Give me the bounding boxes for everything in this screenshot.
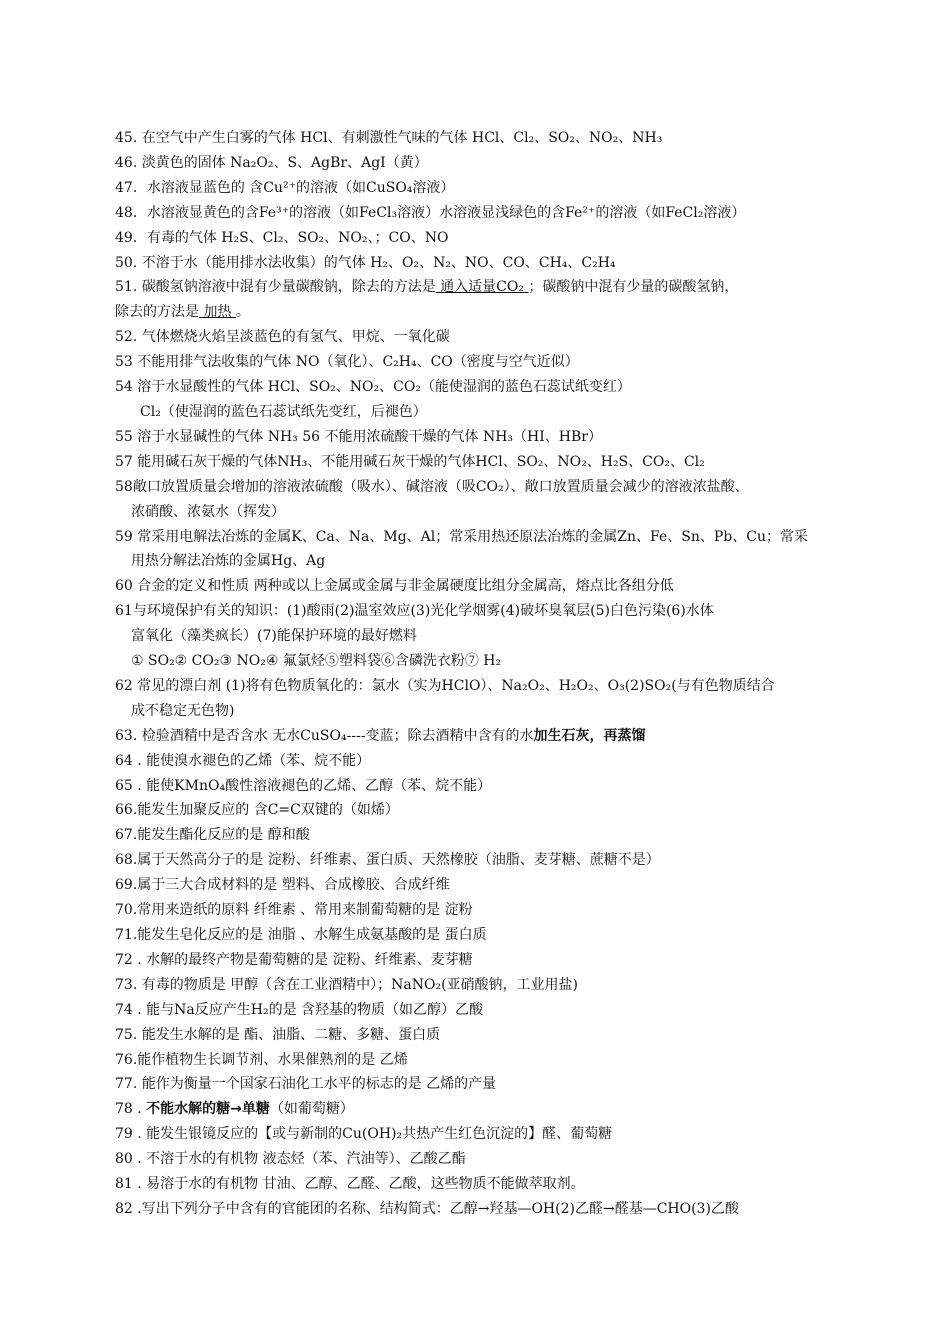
note-65: 65 . 能使KMnO₄酸性溶液褪色的乙烯、乙醇（苯、烷不能） [115, 777, 492, 794]
note-80: 80 . 不溶于水的有机物 液态烃（苯、汽油等）、乙酸乙酯 [115, 1151, 466, 1168]
note-51-text-4: 。 [235, 304, 250, 321]
note-52: 52. 气体燃烧火焰呈淡蓝色的有氢气、甲烷、一氧化碳 [115, 329, 450, 346]
note-72: 72 . 水解的最终产物是葡萄糖的是 淀粉、纤维素、麦芽糖 [115, 951, 473, 968]
note-54-line2: Cl₂（使湿润的蓝色石蕊试纸先变红，后褪色） [140, 403, 427, 420]
note-79: 79 . 能发生银镜反应的【或与新制的Cu(OH)₂共热产生红色沉淀的】醛、葡萄糖 [115, 1126, 613, 1143]
note-63-bold: 加生石灰，再蒸馏 [533, 727, 646, 744]
note-78-text: （如葡萄糖） [269, 1101, 354, 1118]
note-58-line1: 58敞口放置质量会增加的溶液浓硫酸（吸水）、碱溶液（吸CO₂）、敞口放置质量会减少的溶液浓盐酸、 [115, 478, 749, 495]
note-59-line2: 用热分解法冶炼的金属Hg、Ag [131, 553, 326, 570]
note-51-answer-2: 加热 [199, 304, 236, 321]
chemistry-notes [115, 126, 845, 1222]
note-60: 60 合金的定义和性质 两种或以上金属或金属与非金属硬度比组分金属高，熔点比各组分低 [115, 578, 674, 595]
note-68: 68.属于天然高分子的是 淀粉、纤维素、蛋白质、天然橡胶（油脂、麦芽糖、蔗糖不是） [115, 852, 660, 869]
note-49: 49．有毒的气体 H₂S、Cl₂、SO₂、NO₂、；CO、NO [115, 229, 449, 246]
note-62-line1: 62 常见的漂白剂 (1)将有色物质氧化的：氯水（实为HClO）、Na₂O₂、H₂O₂、O₃(2)SO₂(与有色物质结合 [115, 677, 775, 694]
note-78-number: 78 . [115, 1101, 147, 1118]
note-81: 81 . 易溶于水的有机物 甘油、乙醇、乙醛、乙酸，这些物质不能做萃取剂。 [115, 1176, 585, 1193]
note-78-bold: 不能水解的糖→单糖 [146, 1101, 270, 1118]
note-70: 70.常用来造纸的原料 纤维素 、常用来制葡萄糖的是 淀粉 [115, 902, 473, 919]
note-47: 47．水溶液显蓝色的 含Cu²⁺的溶液（如CuSO₄溶液） [115, 179, 455, 196]
note-63-text: 63. 检验酒精中是否含水 无水CuSO₄----变蓝；除去酒精中含有的水 [115, 727, 534, 744]
note-46: 46. 淡黄色的固体 Na₂O₂、S、AgBr、AgI（黄） [115, 154, 428, 171]
note-53: 53 不能用排气法收集的气体 NO（氧化）、C₂H₄、CO（密度与空气近似） [115, 354, 579, 371]
note-59-line1: 59 常采用电解法冶炼的金属K、Ca、Na、Mg、Al；常采用热还原法冶炼的金属Zn、Fe、Sn、Pb、Cu；常采 [115, 528, 808, 545]
note-78 [115, 1097, 845, 1122]
note-64: 64 . 能使溴水褪色的乙烯（苯、烷不能） [115, 752, 371, 769]
note-76: 76.能作植物生长调节剂、水果催熟剂的是 乙烯 [115, 1051, 408, 1068]
note-61-line2: 富氧化（藻类疯长）(7)能保护环境的最好燃料 [131, 628, 417, 645]
note-75: 75. 能发生水解的是 酯、油脂、二糖、多糖、蛋白质 [115, 1026, 441, 1043]
note-55-56: 55 溶于水显碱性的气体 NH₃ 56 不能用浓硫酸干燥的气体 NH₃（HI、HBr） [115, 428, 602, 445]
note-58-line2: 浓硝酸、浓氨水（挥发） [131, 503, 285, 520]
note-71: 71.能发生皂化反应的是 油脂 、水解生成氨基酸的是 蛋白质 [115, 927, 487, 943]
note-82: 82 .写出下列分子中含有的官能团的名称、结构简式：乙醇→羟基—OH(2)乙醛→醛基—CHO(3)乙酸 [115, 1200, 739, 1217]
note-73: 73. 有毒的物质是 甲醇（含在工业酒精中）；NaNO₂(亚硝酸钠，工业用盐) [115, 976, 579, 993]
note-69: 69.属于三大合成材料的是 塑料、合成橡胶、合成纤维 [115, 877, 450, 894]
note-54-line1: 54 溶于水显酸性的气体 HCl、SO₂、NO₂、CO₂（能使湿润的蓝色石蕊试纸变红） [115, 379, 631, 396]
note-63 [115, 724, 845, 749]
note-51-line2 [115, 300, 845, 325]
note-51-text-3: 除去的方法是 [115, 304, 199, 321]
note-67: 67.能发生酯化反应的是 醇和酸 [115, 827, 310, 844]
note-62-line2: 成不稳定无色物) [131, 702, 235, 719]
note-50: 50. 不溶于水（能用排水法收集）的气体 H₂、O₂、N₂、NO、CO、CH₄、C₂H₄ [115, 254, 616, 271]
note-48: 48．水溶液显黄色的含Fe³⁺的溶液（如FeCl₃溶液）水溶液显浅绿色的含Fe²⁺的溶液（如FeCl₂溶液） [115, 204, 746, 221]
note-74: 74 . 能与Na反应产生H₂的是 含羟基的物质（如乙醇）乙酸 [115, 1001, 484, 1018]
note-51-line1 [115, 275, 845, 300]
note-66: 66.能发生加聚反应的 含C=C双键的（如烯） [115, 802, 399, 819]
note-77: 77. 能作为衡量一个国家石油化工水平的标志的是 乙烯的产量 [115, 1076, 497, 1093]
note-51-answer-1: 通入适量CO₂ [435, 279, 529, 296]
note-51-text: 51. 碳酸氢钠溶液中混有少量碳酸钠，除去的方法是 [115, 279, 436, 296]
note-61-line3: ① SO₂② CO₂③ NO₂④ 氟氯烃⑤塑料袋⑥含磷洗衣粉⑦ H₂ [131, 653, 502, 670]
note-45: 45. 在空气中产生白雾的气体 HCl、有刺激性气味的气体 HCl、Cl₂、SO₂、NO₂、NH₃ [115, 130, 663, 146]
note-57: 57 能用碱石灰干燥的气体NH₃、不能用碱石灰干燥的气体HCl、SO₂、NO₂、H₂S、CO₂、Cl₂ [115, 453, 705, 470]
note-61-line1: 61与环境保护有关的知识：(1)酸雨(2)温室效应(3)光化学烟雾(4)破坏臭氧层(5)白色污染(6)水体 [115, 603, 714, 620]
note-51-text-2: ；碳酸钠中混有少量的碳酸氢钠， [528, 279, 739, 296]
